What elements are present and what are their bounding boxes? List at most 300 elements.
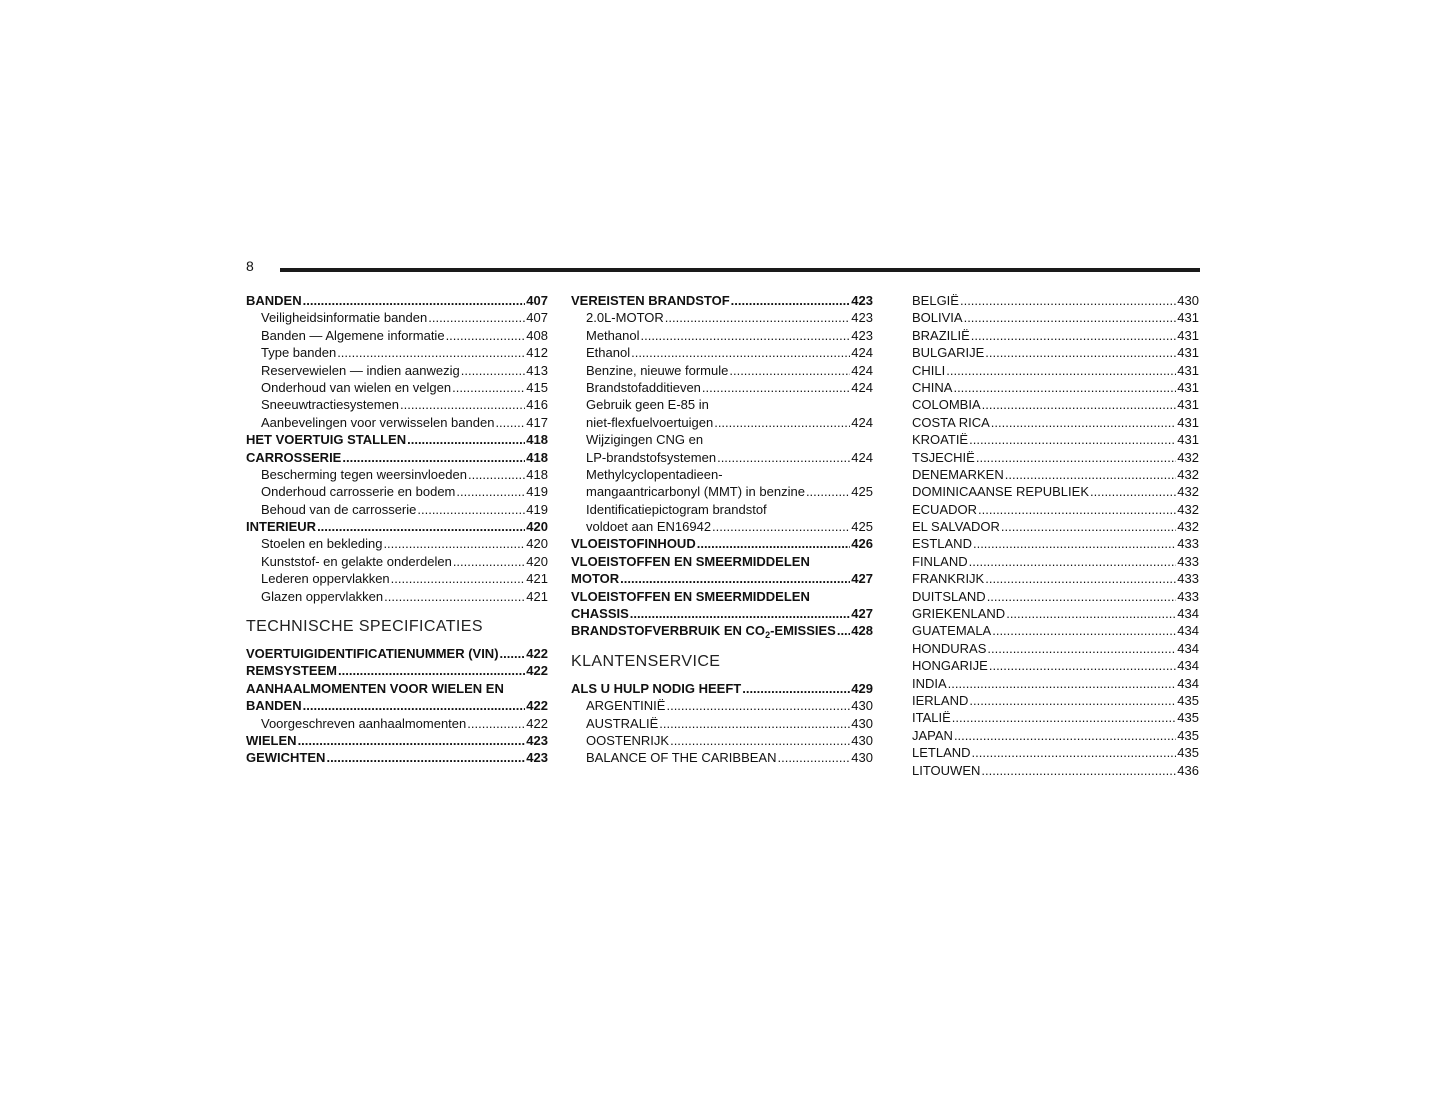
toc-entry[interactable] bbox=[246, 362, 548, 379]
toc-entry-label: Voorgeschreven aanhaalmomenten bbox=[261, 715, 467, 731]
leader-dots bbox=[428, 309, 525, 326]
toc-entry-page: 431 bbox=[1177, 327, 1199, 343]
toc-entry-label: COSTA RICA bbox=[912, 414, 990, 430]
toc-entry-label: Sneeuwtractiesystemen bbox=[261, 397, 400, 413]
toc-entry[interactable] bbox=[912, 588, 1199, 605]
toc-entry-label: LITOUWEN bbox=[912, 762, 981, 778]
toc-entry-label: DENEMARKEN bbox=[912, 466, 1004, 482]
leader-dots bbox=[946, 362, 1176, 379]
toc-entry-page: 435 bbox=[1177, 727, 1199, 743]
leader-dots bbox=[969, 431, 1176, 448]
page-number: 8 bbox=[246, 258, 254, 274]
toc-entry-page: 418 bbox=[526, 449, 548, 465]
toc-entry[interactable] bbox=[246, 518, 548, 535]
toc-entry[interactable] bbox=[912, 362, 1199, 379]
leader-dots bbox=[298, 732, 526, 749]
toc-entry-page: 430 bbox=[1177, 293, 1199, 308]
toc-entry-page: 424 bbox=[851, 414, 873, 430]
toc-entry-page: 431 bbox=[1177, 345, 1199, 361]
leader-dots bbox=[987, 640, 1176, 657]
toc-entry[interactable] bbox=[571, 518, 873, 535]
toc-entry-label: KROATIË bbox=[912, 432, 969, 448]
toc-entry[interactable] bbox=[246, 431, 548, 448]
toc-entry[interactable] bbox=[571, 715, 873, 732]
toc-entry-page: 435 bbox=[1177, 692, 1199, 708]
toc-entry-page: 433 bbox=[1177, 553, 1199, 569]
toc-entry-label: Benzine, nieuwe formule bbox=[586, 362, 729, 378]
toc-entry-label: FRANKRIJK bbox=[912, 571, 985, 587]
toc-entry[interactable] bbox=[571, 570, 873, 587]
toc-entry-label: GRIEKENLAND bbox=[912, 606, 1006, 622]
toc-entry-text: Identificatiepictogram brandstof bbox=[586, 501, 767, 517]
toc-entry[interactable] bbox=[912, 535, 1199, 552]
toc-entry-label: VLOEISTOFINHOUD bbox=[571, 536, 696, 552]
toc-entry-page: 420 bbox=[526, 519, 548, 535]
toc-entry-page: 408 bbox=[526, 327, 548, 343]
toc-entry[interactable] bbox=[912, 570, 1199, 587]
leader-dots bbox=[954, 727, 1176, 744]
toc-entry-page: 433 bbox=[1177, 571, 1199, 587]
leader-dots bbox=[630, 605, 851, 622]
toc-entry[interactable] bbox=[912, 762, 1199, 779]
toc-entry[interactable] bbox=[571, 749, 873, 766]
toc-entry-page: 415 bbox=[526, 379, 548, 395]
leader-dots bbox=[467, 715, 525, 732]
toc-entry-page: 424 bbox=[851, 449, 873, 465]
toc-entry-label: CARROSSERIE bbox=[246, 449, 342, 465]
toc-entry-page: 421 bbox=[526, 588, 548, 604]
toc-entry-page: 420 bbox=[526, 536, 548, 552]
leader-dots bbox=[837, 622, 850, 639]
leader-dots bbox=[391, 570, 526, 587]
toc-entry[interactable] bbox=[571, 535, 873, 552]
toc-entry[interactable] bbox=[912, 553, 1199, 570]
toc-entry[interactable] bbox=[571, 327, 873, 344]
toc-entry-page: 423 bbox=[526, 732, 548, 748]
leader-dots bbox=[337, 344, 525, 361]
toc-entry-page: 431 bbox=[1177, 379, 1199, 395]
toc-entry[interactable] bbox=[912, 640, 1199, 657]
toc-entry[interactable] bbox=[571, 309, 873, 326]
toc-entry-label: ARGENTINIË bbox=[586, 698, 666, 714]
toc-entry-page: 407 bbox=[526, 310, 548, 326]
toc-entry[interactable] bbox=[912, 449, 1199, 466]
toc-column-3 bbox=[912, 292, 1199, 779]
toc-entry-label: EL SALVADOR bbox=[912, 519, 1000, 535]
toc-entry-page: 432 bbox=[1177, 484, 1199, 500]
toc-group-landen bbox=[912, 292, 1199, 779]
toc-entry[interactable] bbox=[246, 483, 548, 500]
leader-dots bbox=[697, 535, 851, 552]
leader-dots bbox=[989, 657, 1176, 674]
leader-dots bbox=[714, 414, 850, 431]
toc-entry-label: COLOMBIA bbox=[912, 397, 981, 413]
leader-dots bbox=[1090, 483, 1176, 500]
toc-entry-page: 431 bbox=[1177, 414, 1199, 430]
toc-entry-page: 434 bbox=[1177, 606, 1199, 622]
toc-entry-label: BANDEN bbox=[246, 293, 302, 308]
toc-entry-label: Banden — Algemene informatie bbox=[261, 327, 445, 343]
toc-entry[interactable] bbox=[571, 414, 873, 431]
toc-entry[interactable] bbox=[912, 309, 1199, 326]
toc-entry-label: Veiligheidsinformatie banden bbox=[261, 310, 428, 326]
toc-entry-label: OOSTENRIJK bbox=[586, 732, 670, 748]
toc-entry-page: 423 bbox=[851, 293, 873, 308]
leader-dots bbox=[972, 744, 1177, 761]
toc-entry-label: VOERTUIGIDENTIFICATIENUMMER (VIN) bbox=[246, 646, 499, 662]
leader-dots bbox=[982, 396, 1177, 413]
toc-entry[interactable] bbox=[246, 466, 548, 483]
toc-entry[interactable] bbox=[912, 622, 1199, 639]
leader-dots bbox=[969, 692, 1176, 709]
leader-dots bbox=[948, 675, 1177, 692]
toc-entry-label: WIELEN bbox=[246, 732, 297, 748]
toc-entry-page: 412 bbox=[526, 345, 548, 361]
toc-entry[interactable] bbox=[912, 744, 1199, 761]
toc-entry-page: 430 bbox=[851, 750, 873, 766]
toc-entry-page: 433 bbox=[1177, 588, 1199, 604]
toc-entry[interactable] bbox=[571, 449, 873, 466]
toc-entry[interactable] bbox=[571, 379, 873, 396]
toc-entry-label: DOMINICAANSE REPUBLIEK bbox=[912, 484, 1089, 500]
toc-entry-page: 435 bbox=[1177, 710, 1199, 726]
leader-dots bbox=[981, 762, 1176, 779]
toc-entry-label: Bescherming tegen weersinvloeden bbox=[261, 466, 467, 482]
toc-entry-page: 430 bbox=[851, 732, 873, 748]
toc-entry-label: LETLAND bbox=[912, 745, 971, 761]
toc-entry-page: 424 bbox=[851, 362, 873, 378]
leader-dots bbox=[452, 379, 525, 396]
toc-entry-page: 434 bbox=[1177, 658, 1199, 674]
toc-entry[interactable] bbox=[912, 518, 1199, 535]
toc-entry[interactable] bbox=[571, 605, 873, 622]
toc-entry-page: 418 bbox=[526, 432, 548, 448]
toc-entry-page: 434 bbox=[1177, 675, 1199, 691]
toc-entry-label: LP-brandstofsystemen bbox=[586, 449, 717, 465]
toc-entry[interactable] bbox=[571, 732, 873, 749]
leader-dots bbox=[400, 396, 525, 413]
leader-dots bbox=[729, 362, 850, 379]
toc-entry-text: AANHAALMOMENTEN VOOR WIELEN EN bbox=[246, 680, 504, 696]
toc-entry-label: BOLIVIA bbox=[912, 310, 963, 326]
toc-entry-page: 407 bbox=[526, 293, 548, 308]
leader-dots bbox=[953, 379, 1176, 396]
toc-entry[interactable] bbox=[571, 344, 873, 361]
toc-entry-label: MOTOR bbox=[571, 571, 620, 587]
toc-entry-page: 420 bbox=[526, 553, 548, 569]
leader-dots bbox=[964, 309, 1177, 326]
toc-entry-label: BELGIË bbox=[912, 293, 959, 308]
toc-group-brandstof-vloeistoffen bbox=[571, 292, 873, 622]
toc-entry-page: 434 bbox=[1177, 623, 1199, 639]
toc-entry-label: Methanol bbox=[586, 327, 640, 343]
toc-entry-label: ITALIË bbox=[912, 710, 951, 726]
toc-entry-label: FINLAND bbox=[912, 553, 968, 569]
leader-dots bbox=[495, 414, 525, 431]
toc-entry-label: IERLAND bbox=[912, 692, 969, 708]
leader-dots bbox=[991, 414, 1177, 431]
toc-entry[interactable] bbox=[912, 379, 1199, 396]
leader-dots bbox=[456, 483, 525, 500]
toc-entry-page: 427 bbox=[851, 606, 873, 622]
toc-column-1 bbox=[246, 292, 548, 767]
toc-entry-label: INTERIEUR bbox=[246, 519, 317, 535]
toc-entry[interactable] bbox=[246, 662, 548, 679]
toc-entry-label: Brandstofadditieven bbox=[586, 379, 701, 395]
toc-entry-page: 422 bbox=[526, 646, 548, 662]
toc-entry-label: voldoet aan EN16942 bbox=[586, 519, 712, 535]
toc-entry-label: HET VOERTUIG STALLEN bbox=[246, 432, 407, 448]
toc-entry[interactable] bbox=[246, 715, 548, 732]
toc-entry[interactable] bbox=[912, 483, 1199, 500]
toc-entry-label: GEWICHTEN bbox=[246, 750, 326, 766]
toc-entry-page: 431 bbox=[1177, 362, 1199, 378]
toc-entry-label: niet-flexfuelvoertuigen bbox=[586, 414, 714, 430]
toc-entry-page: 421 bbox=[526, 571, 548, 587]
leader-dots bbox=[666, 697, 850, 714]
toc-entry-label: Aanbevelingen voor verwisselen banden bbox=[261, 414, 495, 430]
toc-entry[interactable] bbox=[246, 501, 548, 518]
section-heading-technische-specificaties: TECHNISCHE SPECIFICATIES bbox=[246, 618, 483, 636]
toc-entry-label: ECUADOR bbox=[912, 501, 978, 517]
toc-entry-page: 428 bbox=[851, 623, 873, 639]
toc-entry[interactable] bbox=[246, 535, 548, 552]
toc-entry-text: Wijzigingen CNG en bbox=[586, 432, 704, 448]
toc-entry-label: Onderhoud van wielen en velgen bbox=[261, 379, 452, 395]
toc-entry-label: Type banden bbox=[261, 345, 337, 361]
toc-entry-label: HONDURAS bbox=[912, 640, 987, 656]
leader-dots bbox=[417, 501, 525, 518]
leader-dots bbox=[702, 379, 850, 396]
toc-entry[interactable] bbox=[912, 727, 1199, 744]
leader-dots bbox=[342, 449, 525, 466]
toc-entry[interactable] bbox=[912, 396, 1199, 413]
leader-dots bbox=[777, 749, 850, 766]
leader-dots bbox=[969, 553, 1177, 570]
toc-entry-page: 418 bbox=[526, 466, 548, 482]
leader-dots bbox=[384, 588, 525, 605]
toc-entry-page: 422 bbox=[526, 663, 548, 679]
toc-entry-label: mangaantricarbonyl (MMT) in benzine bbox=[586, 484, 805, 500]
toc-entry[interactable] bbox=[246, 449, 548, 466]
header-rule bbox=[280, 268, 1200, 272]
toc-entry-text: Gebruik geen E-85 in bbox=[586, 397, 709, 413]
toc-entry-label: HONGARIJE bbox=[912, 658, 988, 674]
toc-entry-label: CHASSIS bbox=[571, 606, 629, 622]
leader-dots bbox=[731, 292, 851, 309]
leader-dots bbox=[665, 309, 851, 326]
leader-dots bbox=[659, 715, 850, 732]
toc-entry[interactable] bbox=[246, 379, 548, 396]
toc-entry-page: 433 bbox=[1177, 536, 1199, 552]
leader-dots bbox=[992, 622, 1176, 639]
toc-entry-label: ESTLAND bbox=[912, 536, 972, 552]
toc-entry-page: 425 bbox=[851, 519, 873, 535]
toc-entry-page: 427 bbox=[851, 571, 873, 587]
toc-entry[interactable] bbox=[246, 553, 548, 570]
toc-entry-page: 432 bbox=[1177, 501, 1199, 517]
toc-entry-label: Ethanol bbox=[586, 345, 631, 361]
toc-entry-page: 425 bbox=[851, 484, 873, 500]
toc-entry[interactable] bbox=[246, 697, 548, 714]
toc-group-banden-interieur bbox=[246, 292, 548, 605]
leader-dots bbox=[806, 483, 850, 500]
leader-dots bbox=[960, 292, 1176, 309]
toc-entry-page: 429 bbox=[851, 680, 873, 696]
toc-entry[interactable] bbox=[246, 327, 548, 344]
toc-entry[interactable] bbox=[571, 292, 873, 309]
leader-dots bbox=[303, 292, 526, 309]
toc-entry-label: BULGARIJE bbox=[912, 345, 985, 361]
leader-dots bbox=[631, 344, 850, 361]
toc-entry-label: GUATEMALA bbox=[912, 623, 992, 639]
toc-entry[interactable] bbox=[571, 483, 873, 500]
leader-dots bbox=[717, 449, 850, 466]
toc-entry[interactable] bbox=[912, 327, 1199, 344]
toc-entry-label: BRANDSTOFVERBRUIK EN $CO_2$-EMISSIES bbox=[571, 623, 836, 641]
leader-dots bbox=[976, 449, 1176, 466]
toc-entry[interactable] bbox=[571, 362, 873, 379]
toc-entry[interactable] bbox=[246, 570, 548, 587]
toc-entry-label: CHINA bbox=[912, 379, 953, 395]
toc-entry-label: BALANCE OF THE CARIBBEAN bbox=[586, 750, 777, 766]
leader-dots bbox=[670, 732, 850, 749]
toc-entry-label: Reservewielen — indien aanwezig bbox=[261, 362, 460, 378]
toc-entry-page: 431 bbox=[1177, 397, 1199, 413]
toc-entry-page: 419 bbox=[526, 501, 548, 517]
leader-dots bbox=[985, 344, 1176, 361]
toc-entry[interactable] bbox=[246, 645, 548, 662]
toc-entry[interactable] bbox=[912, 692, 1199, 709]
toc-entry-label: BANDEN bbox=[246, 698, 302, 714]
toc-entry-page: 423 bbox=[851, 310, 873, 326]
toc-entry-page: 432 bbox=[1177, 466, 1199, 482]
toc-entry-label: JAPAN bbox=[912, 727, 953, 743]
toc-entry-label: Stoelen en bekleding bbox=[261, 536, 383, 552]
toc-entry[interactable] bbox=[246, 749, 548, 766]
toc-entry-label: DUITSLAND bbox=[912, 588, 986, 604]
toc-entry[interactable] bbox=[571, 680, 873, 697]
leader-dots bbox=[1005, 466, 1177, 483]
leader-dots bbox=[407, 431, 525, 448]
leader-dots bbox=[973, 535, 1176, 552]
leader-dots bbox=[987, 588, 1177, 605]
toc-entry-page: 424 bbox=[851, 345, 873, 361]
toc-entry-label: TSJECHIË bbox=[912, 449, 975, 465]
toc-entry[interactable] bbox=[246, 732, 548, 749]
toc-entry-page: 426 bbox=[851, 536, 873, 552]
toc-entry-label: Glazen oppervlakken bbox=[261, 588, 384, 604]
leader-dots bbox=[742, 680, 850, 697]
leader-dots bbox=[971, 327, 1177, 344]
toc-entry-page: 432 bbox=[1177, 519, 1199, 535]
leader-dots bbox=[500, 645, 526, 662]
toc-entry-page: 419 bbox=[526, 484, 548, 500]
toc-entry[interactable] bbox=[912, 466, 1199, 483]
toc-entry[interactable] bbox=[912, 709, 1199, 726]
toc-entry[interactable] bbox=[912, 292, 1199, 309]
toc-entry-page: 423 bbox=[851, 327, 873, 343]
toc-entry-label: Lederen oppervlakken bbox=[261, 571, 390, 587]
toc-entry-page: 430 bbox=[851, 698, 873, 714]
leader-dots bbox=[453, 553, 525, 570]
toc-entry-label: Behoud van de carrosserie bbox=[261, 501, 417, 517]
toc-entry-label: REMSYSTEEM bbox=[246, 663, 338, 679]
toc-entry-label: Kunststof- en gelakte onderdelen bbox=[261, 553, 452, 569]
leader-dots bbox=[317, 518, 525, 535]
toc-entry[interactable] bbox=[246, 396, 548, 413]
toc-entry-page: 423 bbox=[526, 750, 548, 766]
toc-entry-page: 436 bbox=[1177, 762, 1199, 778]
leader-dots bbox=[640, 327, 850, 344]
toc-entry-label: 2.0L-MOTOR bbox=[586, 310, 664, 326]
section-heading-klantenservice: KLANTENSERVICE bbox=[571, 652, 721, 670]
toc-entry-page: 431 bbox=[1177, 432, 1199, 448]
leader-dots bbox=[1001, 518, 1176, 535]
toc-column-2 bbox=[571, 292, 873, 767]
toc-entry[interactable] bbox=[912, 675, 1199, 692]
leader-dots bbox=[620, 570, 850, 587]
toc-entry-page: 422 bbox=[526, 715, 548, 731]
toc-entry[interactable] bbox=[912, 501, 1199, 518]
toc-entry-text: VLOEISTOFFEN EN SMEERMIDDELEN bbox=[571, 588, 810, 604]
toc-entry[interactable] bbox=[571, 697, 873, 714]
toc-entry[interactable] bbox=[912, 657, 1199, 674]
toc-entry-page: 416 bbox=[526, 397, 548, 413]
leader-dots bbox=[1006, 605, 1176, 622]
toc-entry[interactable] bbox=[246, 292, 548, 309]
toc-entry-page: 422 bbox=[526, 698, 548, 714]
leader-dots bbox=[446, 327, 526, 344]
toc-entry-page: 430 bbox=[851, 715, 873, 731]
leader-dots bbox=[712, 518, 850, 535]
toc-entry[interactable] bbox=[912, 414, 1199, 431]
leader-dots bbox=[985, 570, 1176, 587]
toc-entry-page: 424 bbox=[851, 379, 873, 395]
toc-group-klantenservice bbox=[571, 680, 873, 767]
toc-entry-label: Onderhoud carrosserie en bodem bbox=[261, 484, 456, 500]
toc-entry[interactable] bbox=[246, 588, 548, 605]
leader-dots bbox=[383, 535, 525, 552]
toc-entry-label: CHILI bbox=[912, 362, 946, 378]
leader-dots bbox=[461, 362, 526, 379]
toc-entry[interactable] bbox=[912, 605, 1199, 622]
toc-entry[interactable] bbox=[246, 414, 548, 431]
leader-dots bbox=[952, 709, 1177, 726]
toc-entry-text: Methylcyclopentadieen- bbox=[586, 466, 723, 482]
leader-dots bbox=[978, 501, 1176, 518]
toc-entry-label: VEREISTEN BRANDSTOF bbox=[571, 293, 730, 308]
toc-entry-page: 417 bbox=[526, 414, 548, 430]
toc-entry[interactable] bbox=[912, 431, 1199, 448]
toc-entry-co2-emissies[interactable] bbox=[571, 622, 873, 639]
toc-entry-label: AUSTRALIË bbox=[586, 715, 659, 731]
toc-group-technische-specificaties bbox=[246, 645, 548, 767]
toc-entry-text: VLOEISTOFFEN EN SMEERMIDDELEN bbox=[571, 553, 810, 569]
toc-entry[interactable] bbox=[912, 344, 1199, 361]
leader-dots bbox=[326, 749, 525, 766]
leader-dots bbox=[303, 697, 526, 714]
toc-entry-page: 431 bbox=[1177, 310, 1199, 326]
toc-entry[interactable] bbox=[246, 344, 548, 361]
toc-entry-page: 434 bbox=[1177, 640, 1199, 656]
toc-entry-page: 432 bbox=[1177, 449, 1199, 465]
toc-entry-label: BRAZILIË bbox=[912, 327, 970, 343]
toc-entry-page: 413 bbox=[526, 362, 548, 378]
toc-entry-label: ALS U HULP NODIG HEEFT bbox=[571, 680, 742, 696]
leader-dots bbox=[338, 662, 525, 679]
toc-entry[interactable] bbox=[246, 309, 548, 326]
